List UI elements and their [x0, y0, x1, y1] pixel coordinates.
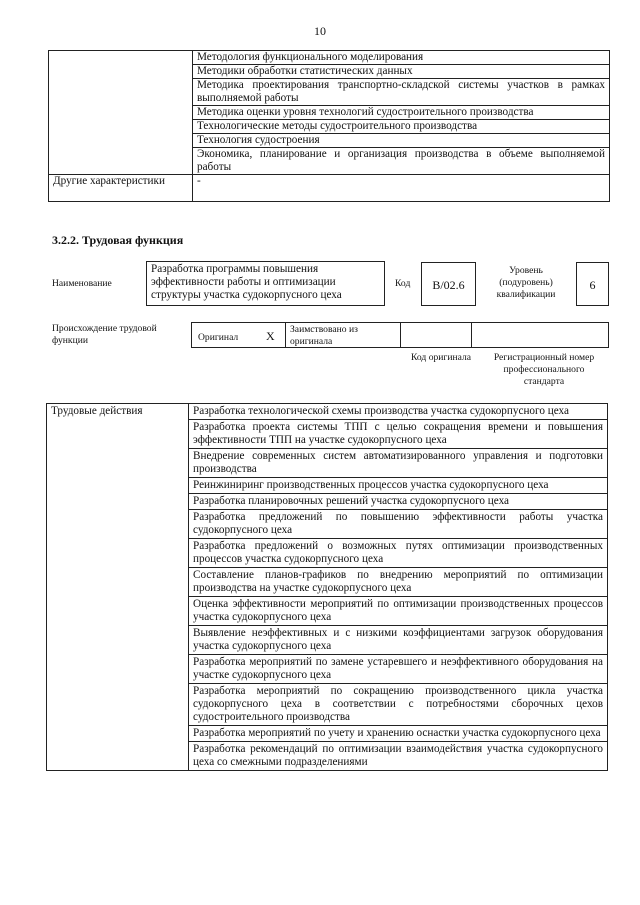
section-title: 3.2.2. Трудовая функция: [52, 233, 184, 247]
action-item: Разработка мероприятий по замене устаревшего и неэффективного оборудования на участке судокорпусного цеха: [189, 655, 608, 684]
action-item: Разработка технологической схемы производства участка судокорпусного цеха: [189, 404, 608, 420]
level-value-box: 6: [576, 262, 609, 306]
knowledge-item: Методология функционального моделирования: [193, 51, 610, 65]
knowledge-item: Технологические методы судостроительного производства: [193, 120, 610, 134]
origin-label: Происхождение трудовой функции: [52, 323, 157, 346]
origin-box: [191, 322, 609, 348]
other-characteristics-value: -: [193, 175, 610, 202]
knowledge-item: Методика оценки уровня технологий судостроительного производства: [193, 106, 610, 120]
other-characteristics-label: Другие характеристики: [49, 175, 193, 202]
function-name-box: Разработка программы повышения эффективности работы и оптимизации структуры участка судокорпусного цеха: [146, 261, 385, 306]
original-label: Оригинал: [198, 332, 239, 343]
action-item: Разработка мероприятий по учету и хранению оснастки участка судокорпусного цеха: [189, 726, 608, 742]
code-label: Код: [395, 278, 411, 289]
action-item: Разработка планировочных решений участка судокорпусного цеха: [189, 494, 608, 510]
action-item: Разработка предложений о возможных путях оптимизации производственных процессов участка судокорпусного цеха: [189, 539, 608, 568]
knowledge-item: Экономика, планирование и организация производства в объеме выполняемой работы: [193, 148, 610, 175]
action-item: Внедрение современных систем автоматизированного управления и подготовки производства: [189, 449, 608, 478]
action-item: Разработка проекта системы ТПП с целью сокращения времени и повышения эффективности ТПП на участке судокорпусного цеха: [189, 420, 608, 449]
action-item: Выявление неэффективных и с низкими коэффициентами загрузок оборудования участка судокорпусного цеха: [189, 626, 608, 655]
original-mark: X: [266, 329, 275, 343]
divider: [285, 323, 286, 347]
action-item: Разработка рекомендаций по оптимизации взаимодействия участка судокорпусного цеха со смежными подразделениями: [189, 742, 608, 771]
knowledge-table: [48, 50, 610, 202]
reg-number-caption: Регистрационный номер профессионального стандарта: [493, 352, 595, 387]
action-item: Разработка предложений по повышению эффективности работы участка судокорпусного цеха: [189, 510, 608, 539]
name-label: Наименование: [52, 278, 112, 289]
knowledge-item: Технология судостроения: [193, 134, 610, 148]
knowledge-label-cell: [49, 51, 193, 175]
labor-actions-label: Трудовые действия: [47, 404, 189, 771]
action-item: Оценка эффективности мероприятий по оптимизации производственных процессов участка судокорпусного цеха: [189, 597, 608, 626]
level-label: Уровень (подуровень) квалификации: [496, 265, 556, 300]
knowledge-item: Методики обработки статистических данных: [193, 65, 610, 79]
action-item: Составление планов-графиков по внедрению мероприятий по оптимизации производства на участке судокорпусного цеха: [189, 568, 608, 597]
action-item: Реинжиниринг производственных процессов участка судокорпусного цеха: [189, 478, 608, 494]
divider: [471, 323, 472, 347]
divider: [400, 323, 401, 347]
labor-actions-table: [46, 403, 608, 771]
code-original-caption: Код оригинала: [410, 352, 472, 363]
action-item: Разработка мероприятий по сокращению производственного цикла участка судокорпусного цеха в соответствии с потребностями сборочных цехов судостроительного производства: [189, 684, 608, 726]
knowledge-item: Методика проектирования транспортно-складской системы участков в рамках выполняемой работы: [193, 79, 610, 106]
borrowed-label: Заимствовано из оригинала: [290, 324, 358, 347]
page-number: 10: [314, 24, 326, 38]
code-value-box: B/02.6: [421, 262, 476, 306]
